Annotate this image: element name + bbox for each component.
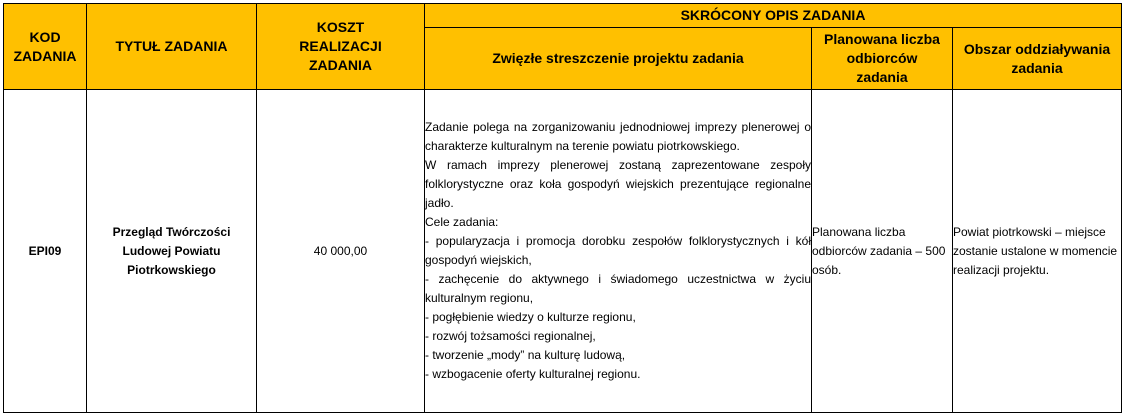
summary-line: - pogłębienie wiedzy o kulturze regionu, bbox=[425, 310, 636, 324]
task-summary bbox=[425, 90, 812, 413]
header-description-group-label: SKRÓCONY OPIS ZADANIA bbox=[680, 7, 866, 23]
table-row bbox=[4, 90, 1122, 413]
task-recipients: Planowana liczba odbiorców zadania – 500 osób. bbox=[812, 90, 953, 413]
summary-line: - wzbogacenie oferty kulturalnej regionu. bbox=[425, 367, 641, 381]
summary-line: Zadanie polega na zorganizowaniu jednodniowej imprezy plenerowej o charakterze kulturalnym na terenie powiatu piotrkowskiego. bbox=[425, 120, 811, 153]
header-cost-label: KOSZT REALIZACJI ZADANIA bbox=[299, 19, 382, 73]
task-area: Powiat piotrkowski – miejsce zostanie ustalone w momencie realizacji projektu. bbox=[953, 90, 1122, 413]
task-code: EPI09 bbox=[4, 90, 87, 413]
summary-line: W ramach imprezy plenerowej zostaną zaprezentowane zespoły folklorystyczne oraz koła gospodyń wiejskich prezentujące regionalne jadło. bbox=[425, 158, 811, 210]
header-summary-label: Zwięzłe streszczenie projektu zadania bbox=[492, 50, 744, 66]
task-title: Przegląd Twórczości Ludowej Powiatu Piotrkowskiego bbox=[87, 90, 257, 413]
header-code bbox=[4, 4, 87, 90]
task-cost: 40 000,00 bbox=[257, 90, 425, 413]
header-description-group bbox=[425, 4, 1122, 28]
header-title-label: TYTUŁ ZADANIA bbox=[115, 38, 228, 54]
header-cost bbox=[257, 4, 425, 90]
header-recipients bbox=[812, 28, 953, 90]
summary-line: - popularyzacja i promocja dorobku zespołów folklorystycznych i kół gospodyń wiejskich, bbox=[425, 234, 811, 267]
header-title bbox=[87, 4, 257, 90]
summary-line: - tworzenie „mody” na kulturę ludową, bbox=[425, 348, 626, 362]
header-recipients-label: Planowana liczba odbiorców zadania bbox=[824, 31, 940, 85]
summary-line: - zachęcenie do aktywnego i świadomego uczestnictwa w życiu kulturalnym regionu, bbox=[425, 272, 811, 305]
summary-line: - rozwój tożsamości regionalnej, bbox=[425, 329, 596, 343]
header-summary bbox=[425, 28, 812, 90]
header-area-label: Obszar oddziaływania zadania bbox=[963, 40, 1111, 76]
task-table bbox=[3, 3, 1122, 413]
header-area bbox=[953, 28, 1122, 90]
header-code-label: KOD ZADANIA bbox=[13, 28, 77, 64]
summary-line: Cele zadania: bbox=[425, 215, 499, 229]
